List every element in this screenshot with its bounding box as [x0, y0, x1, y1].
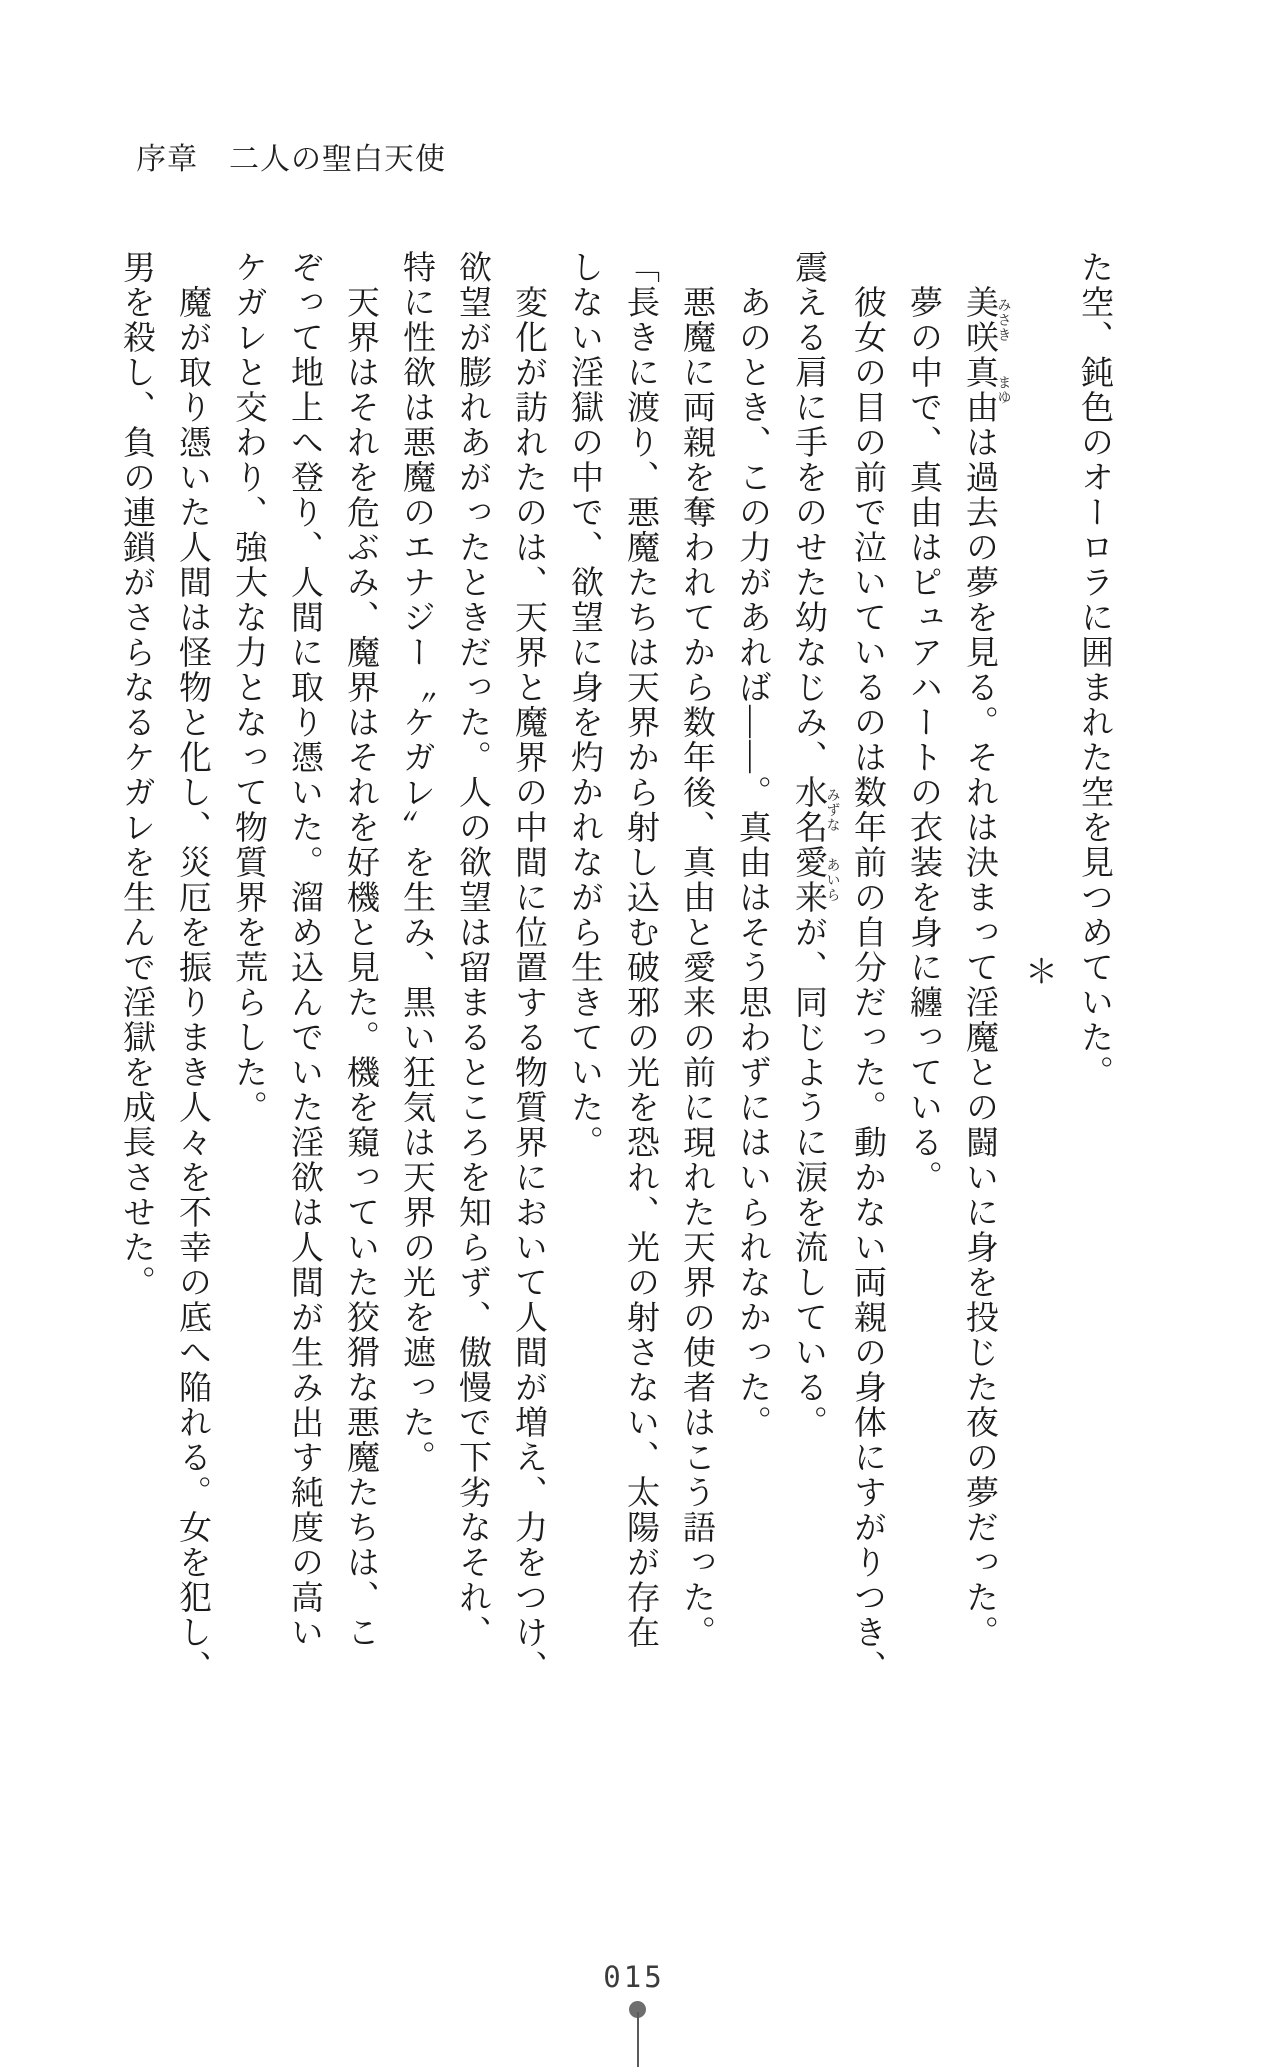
- text-line: 彼女の目の前で泣いているのは数年前の自分だった。動かない両親の身体にすがりつき、: [849, 250, 885, 1685]
- footer-line-ornament: [637, 2012, 639, 2067]
- page-number: 015: [603, 1960, 665, 1994]
- text-line: 男を殺し、負の連鎖がさらなるケガレを生んで淫獄を成長させた。: [118, 250, 154, 1300]
- text-line: ケガレと交わり、強大な力となって物質界を荒らした。: [230, 250, 266, 1125]
- text-line: 美咲みさき真由まゆは過去の夢を見る。それは決まって淫魔との闘いに身を投じた夜の夢だった。: [961, 285, 1011, 1650]
- text-line: 変化が訪れたのは、天界と魔界の中間に位置する物質界において人間が増え、力をつけ、: [510, 250, 546, 1685]
- text-line: 魔が取り憑いた人間は怪物と化し、災厄を振りまき人々を不幸の底へ陥れる。女を犯し、: [174, 250, 210, 1685]
- text-line: た空、鈍色のオーロラに囲まれた空を見つめていた。: [1076, 250, 1112, 1090]
- body-text: [108, 250, 1122, 1690]
- footer-dot-ornament: [629, 2001, 646, 2018]
- furigana-ruby: 真由まゆ: [961, 355, 1011, 425]
- text-line: しない淫獄の中で、欲望に身を灼かれながら生きていた。: [566, 250, 602, 1160]
- text-line: 欲望が膨れあがったときだった。人の欲望は留まるところを知らず、傲慢で下劣なそれ、: [454, 250, 490, 1650]
- furigana-ruby: 美咲みさき: [961, 285, 1011, 355]
- text-line: 天界はそれを危ぶみ、魔界はそれを好機と見た。機を窺っていた狡猾な悪魔たちは、こ: [342, 250, 378, 1650]
- text-line: 夢の中で、真由はピュアハートの衣装を身に纏っている。: [905, 250, 941, 1195]
- text-line: 震える肩に手をのせた幼なじみ、水名みずな愛来あいらが、同じように涙を流している。: [790, 250, 840, 1440]
- separator-line: ＊: [1020, 953, 1056, 987]
- text-line: 悪魔に両親を奪われてから数年後、真由と愛来の前に現れた天界の使者はこう語った。: [678, 250, 714, 1650]
- text-line: ぞって地上へ登り、人間に取り憑いた。溜め込んでいた淫欲は人間が生み出す純度の高い: [286, 250, 322, 1650]
- text-line: 「長きに渡り、悪魔たちは天界から射し込む破邪の光を恐れ、光の射さない、太陽が存在: [622, 250, 658, 1650]
- furigana-ruby: 愛来あいら: [790, 845, 840, 915]
- text-line: 特に性欲は悪魔のエナジー〝ケガレ〟を生み、黒い狂気は天界の光を遮った。: [398, 250, 434, 1475]
- text-line: あのとき、この力があれば――。真由はそう思わずにはいられなかった。: [734, 250, 770, 1440]
- chapter-header: 序章 二人の聖白天使: [136, 143, 446, 176]
- furigana-ruby: 水名みずな: [790, 775, 840, 845]
